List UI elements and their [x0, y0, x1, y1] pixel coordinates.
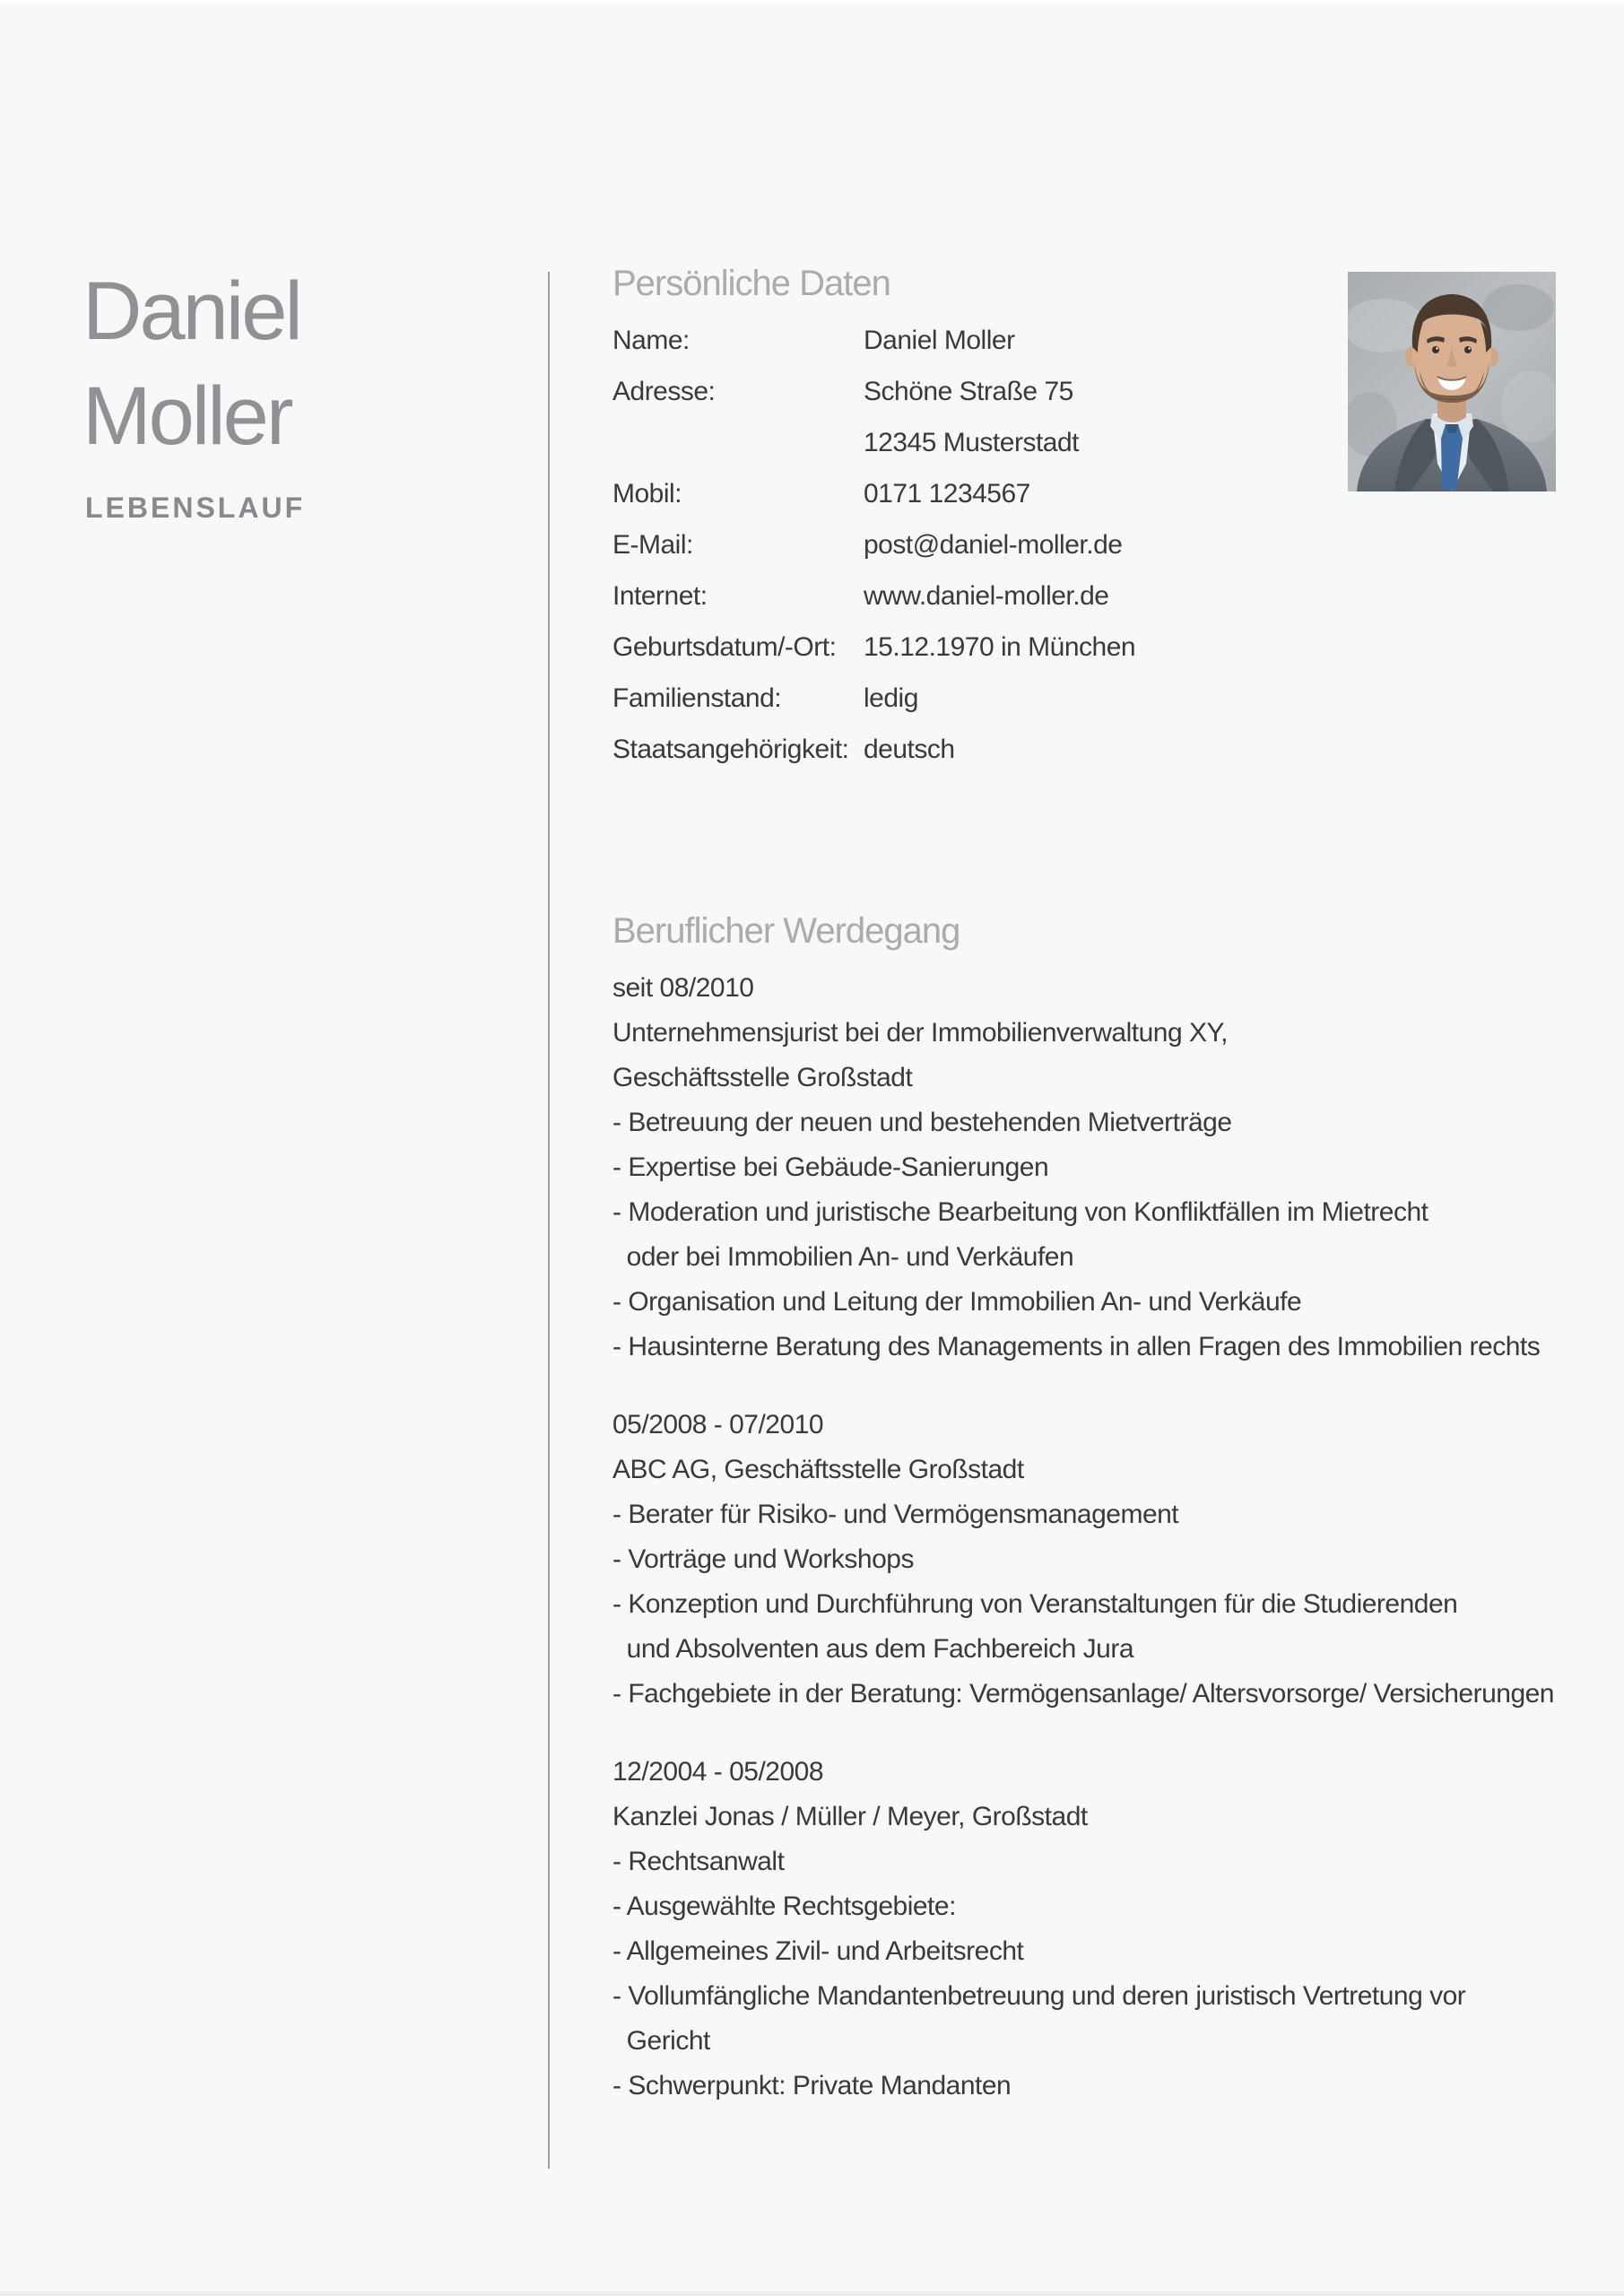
personal-row: [612, 673, 1321, 724]
personal-row: [612, 315, 1321, 366]
field-label: Geburtsdatum/-Ort:: [612, 631, 837, 662]
document-subtitle: LEBENSLAUF: [85, 491, 306, 524]
field-value: deutsch: [864, 734, 955, 764]
field-label: Staatsangehörigkeit:: [612, 734, 849, 764]
job-line: Unternehmensjurist bei der Immobilienverwaltung XY,: [612, 1018, 1228, 1048]
job-entry: [612, 1750, 1624, 2109]
job-line: - Ausgewählte Rechtsgebiete:: [612, 1892, 956, 1921]
job-line: - Fachgebiete in der Beratung: Vermögensanlage/ Altersvorsorge/ Versicherungen: [612, 1679, 1554, 1709]
field-value: 0171 1234567: [864, 478, 1030, 509]
personal-row: [612, 366, 1321, 417]
job-line: Gericht: [612, 2026, 710, 2056]
job-line: - Schwerpunkt: Private Mandanten: [612, 2071, 1012, 2100]
job-line: - Vorträge und Workshops: [612, 1544, 914, 1574]
job-line: Geschäftsstelle Großstadt: [612, 1063, 913, 1092]
field-value: Daniel Moller: [864, 325, 1015, 355]
first-name: Daniel: [83, 265, 300, 357]
job-line: - Organisation und Leitung der Immobilien An- und Verkäufe: [612, 1287, 1302, 1317]
job-line: oder bei Immobilien An- und Verkäufen: [612, 1242, 1074, 1272]
job-line: - Rechtsanwalt: [612, 1847, 785, 1876]
job-line: - Expertise bei Gebäude-Sanierungen: [612, 1152, 1049, 1182]
field-label: Adresse:: [612, 376, 716, 406]
job-line: - Konzeption und Durchführung von Veranstaltungen für die Studierenden: [612, 1589, 1458, 1619]
field-value: ledig: [864, 683, 918, 713]
job-line: ABC AG, Geschäftsstelle Großstadt: [612, 1455, 1024, 1484]
field-label: Name:: [612, 325, 690, 355]
field-label: E-Mail:: [612, 529, 693, 560]
name-block: [83, 259, 300, 469]
personal-data-heading: Persönliche Daten: [612, 264, 890, 303]
job-line: und Absolventen aus dem Fachbereich Jura: [612, 1634, 1134, 1664]
field-value: post@daniel-moller.de: [864, 529, 1123, 560]
job-line: - Vollumfängliche Mandantenbetreuung und deren juristisch Vertretung vor: [612, 1981, 1466, 2011]
personal-row: [612, 622, 1321, 673]
job-date: 12/2004 - 05/2008: [612, 1757, 824, 1787]
job-line: - Betreuung der neuen und bestehenden Mietverträge: [612, 1108, 1232, 1137]
personal-row: [612, 468, 1321, 519]
field-label: Familienstand:: [612, 683, 782, 713]
field-value: 12345 Musterstadt: [864, 427, 1079, 457]
job-entry: [612, 966, 1624, 1370]
job-line: Kanzlei Jonas / Müller / Meyer, Großstadt: [612, 1802, 1088, 1831]
career-section: [612, 909, 1624, 2109]
field-label: Mobil:: [612, 478, 682, 509]
job-date: 05/2008 - 07/2010: [612, 1410, 824, 1439]
field-value: 15.12.1970 in München: [864, 631, 1136, 662]
personal-row: [612, 724, 1321, 775]
field-label: Internet:: [612, 580, 708, 611]
job-entry: [612, 1403, 1624, 1717]
page-bottom-edge: [0, 2292, 1624, 2296]
personal-row: [612, 519, 1321, 570]
job-line: - Berater für Risiko- und Vermögensmanagement: [612, 1500, 1179, 1529]
job-line: - Allgemeines Zivil- und Arbeitsrecht: [612, 1936, 1024, 1966]
last-name: Moller: [83, 370, 291, 462]
portrait-photo: [1348, 272, 1556, 491]
career-heading: Beruflicher Werdegang: [612, 911, 960, 951]
personal-row: [612, 570, 1321, 622]
job-line: - Hausinterne Beratung des Managements in allen Fragen des Immobilien rechts: [612, 1332, 1541, 1361]
page-top-edge: [0, 0, 1624, 4]
vertical-divider: [548, 272, 550, 2169]
job-line: - Moderation und juristische Bearbeitung von Konfliktfällen im Mietrecht: [612, 1197, 1429, 1227]
field-value: www.daniel-moller.de: [864, 580, 1109, 611]
field-value: Schöne Straße 75: [864, 376, 1073, 406]
job-date: seit 08/2010: [612, 973, 754, 1003]
personal-row: [612, 417, 1321, 468]
personal-data-section: [612, 262, 1321, 775]
